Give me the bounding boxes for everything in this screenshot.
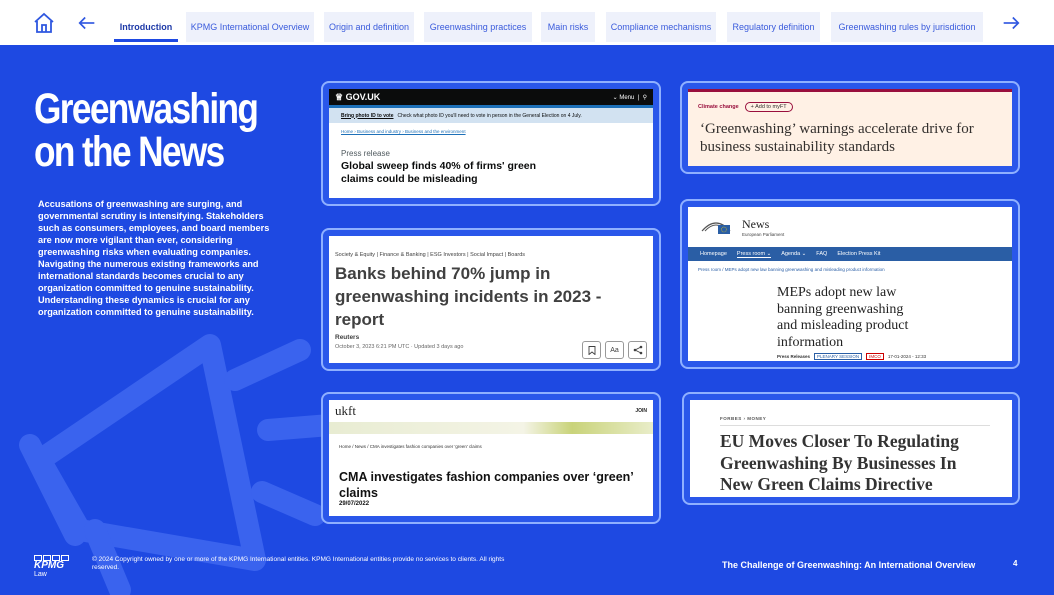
gov-vote-banner: Bring photo ID to vote Check what photo ID you'll need to vote in person in the General Election on 4 July. — [329, 108, 653, 123]
ukft-header — [329, 400, 653, 422]
ukft-join-link[interactable]: JOIN — [635, 408, 647, 414]
news-card-reuters[interactable] — [321, 228, 661, 371]
reuters-categories[interactable]: Society & Equity | Finance & Banking | ESG Investors | Social Impact | Boards — [335, 252, 526, 258]
kpmg-law-logo: KPMG Law — [34, 555, 70, 579]
ep-nav-homepage[interactable]: Homepage — [700, 251, 727, 257]
news-card-ft[interactable] — [680, 81, 1020, 174]
tab-kpmg-overview[interactable]: KPMG International Overview — [186, 12, 314, 42]
ep-breadcrumb[interactable]: Press room / MEPs adopt new law banning greenwashing and misleading product information — [698, 267, 885, 272]
ep-meta: Press Releases PLENARY SESSION IMCO 17-01-2024 - 12:33 — [777, 354, 927, 359]
ukft-headline: CMA investigates fashion companies over ‘green’ claims — [339, 470, 634, 500]
reuters-source: Reuters — [335, 334, 360, 341]
share-icon[interactable] — [628, 341, 647, 359]
ep-plenary-badge: PLENARY SESSION — [814, 353, 862, 360]
ep-news-label: News — [742, 217, 770, 231]
gov-headline: Global sweep finds 40% of firms' green claims could be misleading — [341, 160, 537, 185]
ep-nav — [688, 247, 1012, 261]
text-size-button[interactable]: Aa — [605, 341, 624, 359]
tab-introduction[interactable]: Introduction — [114, 12, 178, 42]
footer-document-title: The Challenge of Greenwashing: An International Overview — [722, 560, 976, 570]
ukft-hero-image — [329, 422, 653, 434]
reuters-date: October 3, 2023 6:21 PM UTC · Updated 3 days ago — [335, 344, 464, 350]
home-icon[interactable] — [31, 10, 57, 36]
copyright-notice: © 2024 Copyright owned by one or more of the KPMG International entities. KPMG International entities provide no services to clients. All rights reserved. — [92, 556, 505, 571]
ukft-breadcrumb[interactable]: Home / News / CMA investigates fashion companies over 'green' claims — [339, 444, 482, 449]
ep-nav-faq[interactable]: FAQ — [816, 251, 828, 257]
news-card-ukft[interactable] — [321, 392, 661, 524]
arrow-left-icon[interactable] — [74, 10, 100, 36]
ep-sub-label: European Parliament — [742, 232, 785, 237]
ukft-date: 29/07/2022 — [339, 501, 370, 507]
tab-main-risks[interactable]: Main risks — [541, 12, 595, 42]
intro-paragraph: Accusations of greenwashing are surging, and governmental scrutiny is intensifying. Stakeholders such as consumers, employees, and board members are now more vigilant than ever, considering greenwashing risks when evaluating companies. Navigating the numerous existing frameworks and international standards becomes crucial to any organization committed to genuine sustainability. Understanding these dynamics is crucial for any organization committed to genuine sustainability. — [38, 199, 270, 317]
bookmark-icon[interactable] — [582, 341, 601, 359]
eu-parliament-logo — [700, 217, 732, 237]
gov-uk-header — [329, 89, 653, 105]
arrow-right-icon[interactable] — [998, 10, 1024, 36]
tab-compliance-mechanisms[interactable]: Compliance mechanisms — [606, 12, 716, 42]
ep-imco-badge: IMCO — [866, 353, 884, 360]
ukft-logo[interactable]: ukft — [335, 403, 356, 418]
reuters-headline: Banks behind 70% jump in greenwashing incidents in 2023 - report — [335, 264, 602, 329]
tab-origin-definition[interactable]: Origin and definition — [324, 12, 414, 42]
news-card-gov-uk[interactable] — [321, 81, 661, 206]
add-to-myft-button[interactable]: + Add to myFT — [745, 102, 793, 112]
ft-topic-tag[interactable]: Climate change — [698, 104, 739, 110]
ep-nav-press-room[interactable]: Press room ⌄ — [736, 250, 772, 257]
ft-headline: ‘Greenwashing’ warnings accelerate drive for business sustainability standards — [700, 121, 974, 155]
tab-greenwashing-rules[interactable]: Greenwashing rules by jurisdiction — [831, 12, 983, 42]
search-icon[interactable]: ⚲ — [642, 94, 647, 101]
gov-kicker: Press release — [341, 149, 390, 158]
forbes-breadcrumb[interactable]: FORBES › MONEY — [720, 416, 767, 421]
ep-nav-election-press-kit[interactable]: Election Press Kit — [837, 251, 881, 257]
page-number: 4 — [1013, 559, 1018, 568]
ep-headline: MEPs adopt new law banning greenwashing and misleading product information — [777, 285, 909, 350]
ep-nav-agenda[interactable]: Agenda ⌄ — [781, 251, 807, 257]
photo-id-link[interactable]: Bring photo ID to vote — [341, 112, 394, 119]
news-card-forbes[interactable] — [682, 392, 1020, 505]
top-navigation — [0, 0, 1054, 45]
tab-regulatory-definition[interactable]: Regulatory definition — [727, 12, 820, 42]
forbes-headline: EU Moves Closer To Regulating Greenwashing By Businesses In New Green Claims Directive — [720, 431, 959, 494]
tab-greenwashing-practices[interactable]: Greenwashing practices — [424, 12, 532, 42]
news-card-eu-parliament[interactable] — [680, 199, 1020, 369]
gov-menu-button[interactable]: ⌄ Menu | ⚲ — [612, 94, 647, 101]
crown-logo: ♕ GOV.UK — [335, 91, 381, 102]
ft-tags — [688, 92, 1012, 112]
gov-breadcrumb[interactable]: Home › Business and industry › Business and the environment — [341, 129, 466, 134]
ep-header — [688, 207, 1012, 247]
reuters-actions — [582, 341, 647, 359]
page-title: Greenwashing on the News — [34, 85, 258, 176]
